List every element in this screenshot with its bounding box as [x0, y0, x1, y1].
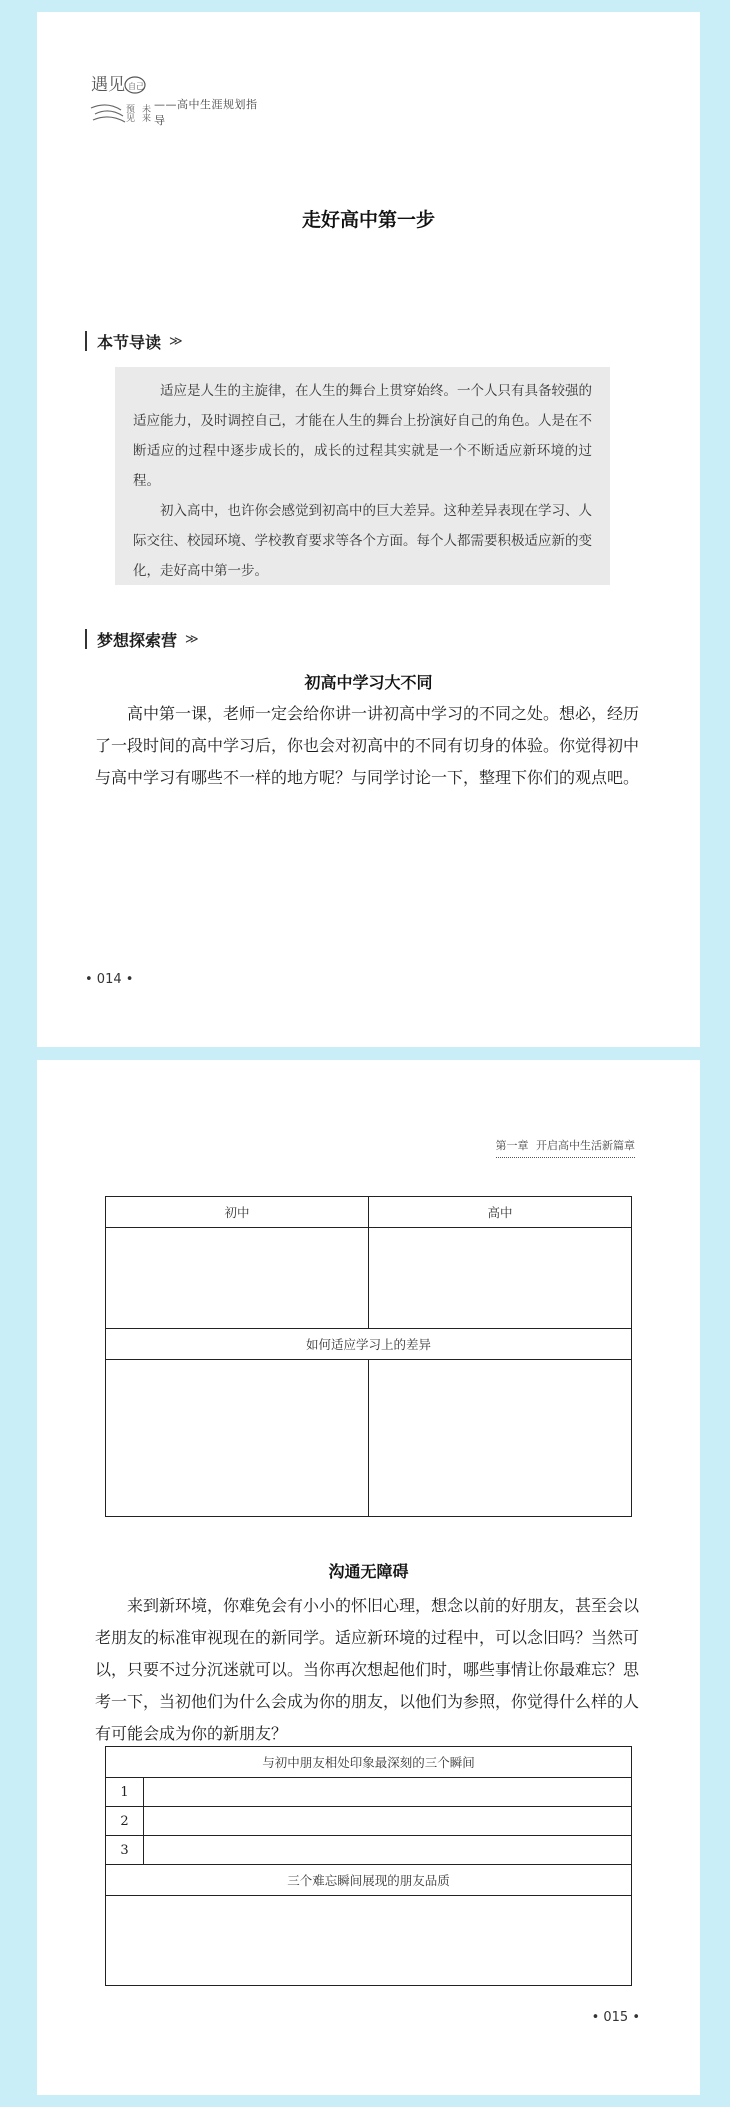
- series-logo-icon: [89, 68, 159, 138]
- table-header-cell: 初中: [106, 1197, 369, 1228]
- activity-title: 初高中学习大不同: [304, 673, 433, 692]
- answer-cell[interactable]: [106, 1896, 632, 1986]
- study-difference-table: [105, 1196, 632, 1517]
- answer-cell[interactable]: [106, 1228, 369, 1329]
- series-title: ——高中生涯规划指导: [154, 98, 258, 127]
- svg-text:遇见: 遇见: [91, 75, 125, 95]
- table-header-cell: 三个难忘瞬间展现的朋友品质: [106, 1865, 632, 1896]
- answer-cell[interactable]: [106, 1360, 369, 1517]
- guide-box: [115, 367, 610, 585]
- body-paragraph: 高中第一课，老师一定会给你讲一讲初高中学习的不同之处。想必，经历了一段时间的高中学习后，你也会对初高中的不同有切身的体验。你觉得初中与高中学习有哪些不一样的地方呢？与同学讨论一下，整理下你们的观点吧。: [95, 704, 640, 787]
- book-series-logo: [89, 68, 259, 138]
- page-014: [37, 12, 700, 1047]
- svg-text:未来: 未来: [140, 104, 150, 122]
- page-015: [37, 1060, 700, 2095]
- section-heading-label: 梦想探索营: [97, 630, 178, 650]
- page-number: • 014 •: [85, 972, 134, 987]
- double-chevron-icon: ≫: [169, 333, 183, 349]
- svg-text:预见: 预见: [124, 104, 134, 122]
- page-title: 走好高中第一步: [301, 209, 435, 231]
- svg-text:自己: 自己: [128, 82, 144, 91]
- double-chevron-icon: ≫: [185, 631, 199, 647]
- answer-cell[interactable]: [368, 1360, 631, 1517]
- answer-cell[interactable]: [144, 1836, 632, 1865]
- guide-paragraph: 初入高中，也许你会感觉到初高中的巨大差异。这种差异表现在学习、人际交往、校园环境、学校教育要求等各个方面。每个人都需要积极适应新的变化，走好高中第一步。: [133, 503, 592, 579]
- chapter-header: 第一章 开启高中生活新篇章: [496, 1137, 636, 1158]
- table-header-cell: 与初中朋友相处印象最深刻的三个瞬间: [106, 1747, 632, 1778]
- page-number: • 015 •: [591, 2010, 640, 2025]
- table-header-cell: 如何适应学习上的差异: [106, 1329, 632, 1360]
- body-paragraph: 来到新环境，你难免会有小小的怀旧心理，想念以前的好朋友，甚至会以老朋友的标准审视现在的新同学。适应新环境的过程中，可以念旧吗？当然可以，只要不过分沉迷就可以。当你再次想起他们时，哪些事情让你最难忘？思考一下，当初他们为什么会成为你的朋友，以他们为参照，你觉得什么样的人有可能会成为你的新朋友？: [95, 1596, 640, 1743]
- section-heading-label: 本节导读: [97, 332, 162, 352]
- row-number: 3: [106, 1836, 144, 1865]
- table-header-cell: 高中: [368, 1197, 631, 1228]
- section-heading-explore: [85, 629, 199, 649]
- answer-cell[interactable]: [144, 1807, 632, 1836]
- friendship-table: [105, 1746, 632, 1986]
- activity-title: 沟通无障碍: [328, 1562, 409, 1581]
- guide-paragraph: 适应是人生的主旋律，在人生的舞台上贯穿始终。一个人只有具备较强的适应能力，及时调控自己，才能在人生的舞台上扮演好自己的角色。人是在不断适应的过程中逐步成长的，成长的过程其实就是一个不断适应新环境的过程。: [133, 383, 592, 489]
- section-heading-guide: [85, 331, 183, 351]
- answer-cell[interactable]: [144, 1778, 632, 1807]
- row-number: 1: [106, 1778, 144, 1807]
- row-number: 2: [106, 1807, 144, 1836]
- answer-cell[interactable]: [368, 1228, 631, 1329]
